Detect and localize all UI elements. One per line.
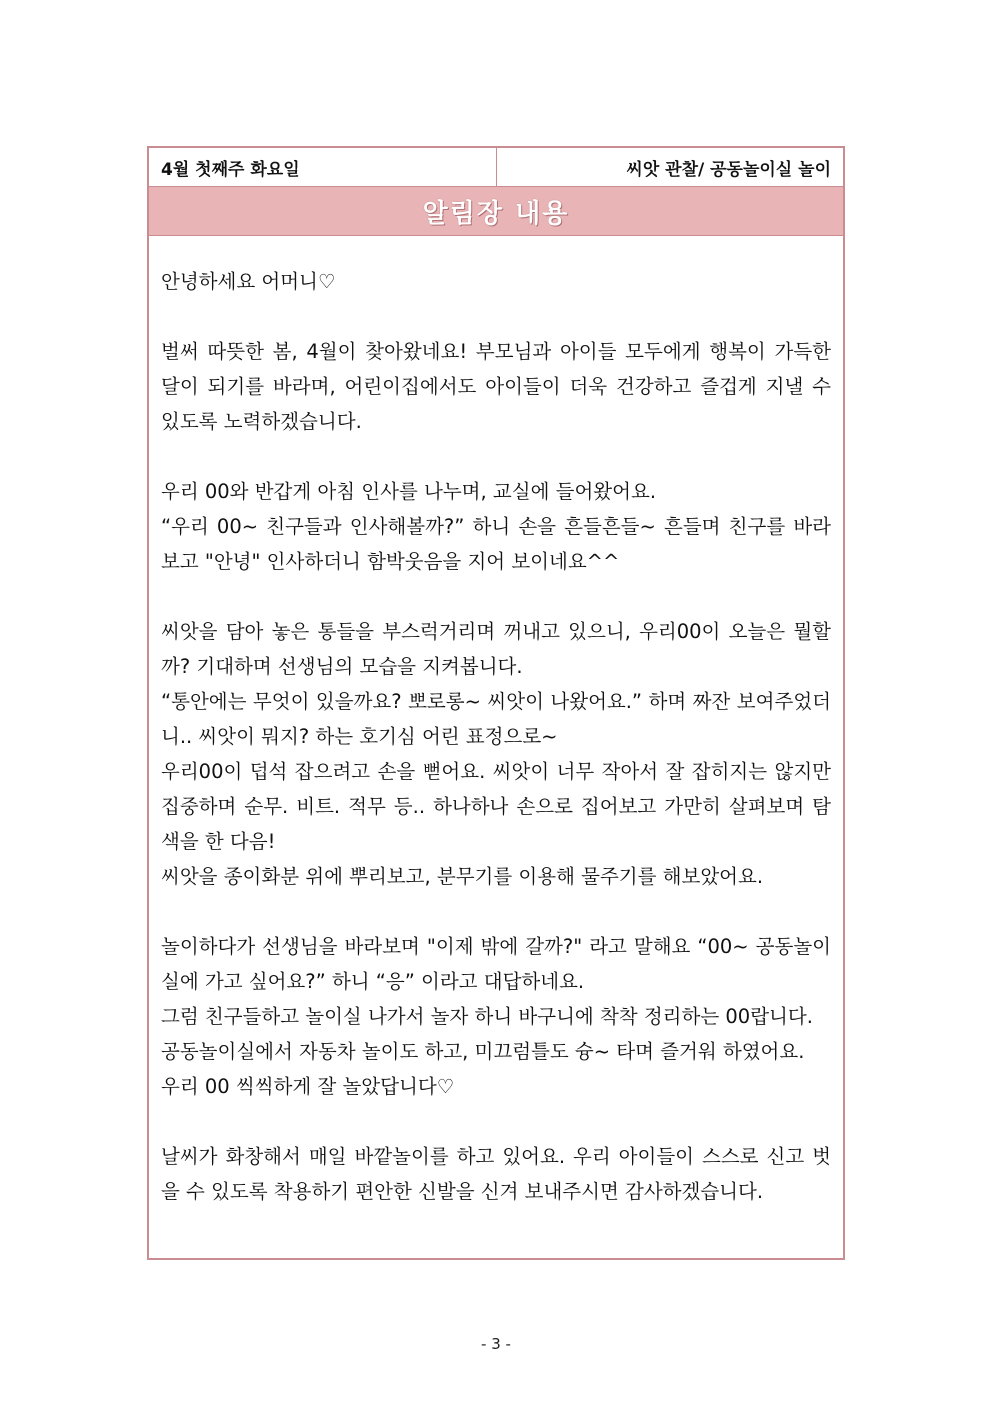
topic-label: 씨앗 관찰/ 공동놀이실 놀이 [626, 159, 831, 180]
date-label: 4월 첫째주 화요일 [149, 148, 497, 186]
paragraph-3-line: 씨앗을 종이화분 위에 뿌리보고, 분무기를 이용해 물주기를 해보았어요. [161, 865, 764, 888]
paragraph-4-line: 우리 00 씩씩하게 잘 놀았답니다♡ [161, 1075, 455, 1098]
page-number: - 3 - [481, 1335, 511, 1353]
paragraph-2-line: 우리 00와 반갑게 아침 인사를 나누며, 교실에 들어왔어요. [161, 480, 657, 503]
notice-title: 알림장 내용 [422, 198, 570, 229]
title-bar [149, 187, 843, 236]
paragraph-4-line: 놀이하다가 선생님을 바라보며 "이제 밖에 갈까?" 라고 말해요 “00~ 공동놀이실에 가고 싶어요?” 하니 “응” 이라고 대답하네요. [161, 935, 831, 993]
header-row [149, 148, 843, 187]
notice-content [149, 236, 843, 1209]
paragraph-3-line: “통안에는 무엇이 있을까요? 뽀로롱~ 씨앗이 나왔어요.” 하며 짜잔 보여주었더니.. 씨앗이 뭐지? 하는 호기심 어린 표정으로~ [161, 690, 831, 748]
paragraph-4-line: 공동놀이실에서 자동차 놀이도 하고, 미끄럼틀도 슝~ 타며 즐거워 하였어요. [161, 1040, 805, 1063]
notice-box [147, 146, 845, 1260]
paragraph-3-line: 우리00이 덥석 잡으려고 손을 뻗어요. 씨앗이 너무 작아서 잘 잡히지는 않지만 집중하며 순무. 비트. 적무 등.. 하나하나 손으로 집어보고 가만히 살펴보며 탐색을 한 다음! [161, 760, 831, 853]
paragraph-3-line: 씨앗을 담아 놓은 통들을 부스럭거리며 꺼내고 있으니, 우리00이 오늘은 뭘할까? 기대하며 선생님의 모습을 지켜봅니다. [161, 620, 831, 678]
paragraph-1: 벌써 따뜻한 봄, 4월이 찾아왔네요! 부모님과 아이들 모두에게 행복이 가득한 달이 되기를 바라며, 어린이집에서도 아이들이 더욱 건강하고 즐겁게 지낼 수 있도록 노력하겠습니다. [161, 340, 831, 433]
paragraph-2-line: “우리 00~ 친구들과 인사해볼까?” 하니 손을 흔들흔들~ 흔들며 친구를 바라보고 "안녕" 인사하더니 함박웃음을 지어 보이네요^^ [161, 515, 831, 573]
paragraph-5: 날씨가 화창해서 매일 바깥놀이를 하고 있어요. 우리 아이들이 스스로 신고 벗을 수 있도록 착용하기 편안한 신발을 신겨 보내주시면 감사하겠습니다. [161, 1145, 831, 1203]
paragraph-4-line: 그럼 친구들하고 놀이실 나가서 놀자 하니 바구니에 착착 정리하는 00랍니다. [161, 1005, 813, 1028]
greeting: 안녕하세요 어머니♡ [161, 270, 336, 293]
